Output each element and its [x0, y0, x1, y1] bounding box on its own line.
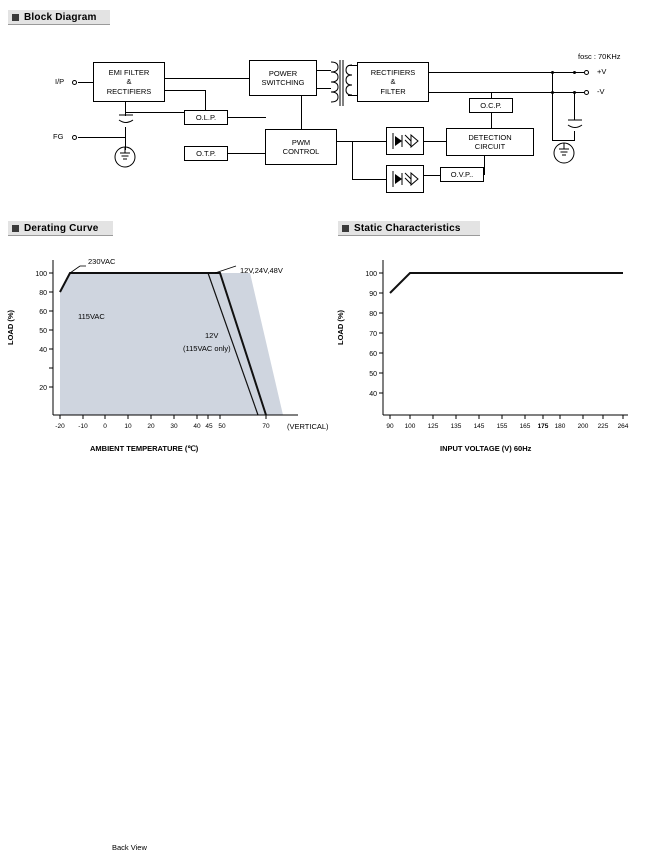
wire [352, 179, 386, 180]
detection-line-2: CIRCUIT [474, 142, 506, 151]
wire [352, 141, 353, 179]
transformer-icon [320, 58, 354, 113]
annotation-12v24v48v: 12V,24V,48V [240, 266, 283, 275]
junction-dot [573, 71, 576, 74]
svg-text:20: 20 [147, 423, 155, 430]
vertical-note: (VERTICAL) [287, 422, 329, 431]
svg-text:50: 50 [39, 328, 47, 335]
svg-text:40: 40 [369, 391, 377, 398]
svg-text:70: 70 [262, 423, 270, 430]
wire [429, 92, 584, 93]
detection-line-1: DETECTION [468, 132, 512, 142]
svg-text:60: 60 [369, 351, 377, 358]
output-positive-label: +V [597, 67, 607, 76]
input-terminal [72, 80, 77, 85]
static-y-axis-label: LOAD (%) [336, 310, 345, 345]
output-negative-label: -V [597, 87, 605, 96]
output-negative-terminal [584, 90, 589, 95]
wire [574, 92, 575, 120]
svg-text:200: 200 [577, 423, 589, 430]
wire [491, 92, 492, 98]
svg-text:100: 100 [365, 271, 377, 278]
wire [228, 153, 266, 154]
wire [574, 131, 575, 140]
wire [429, 72, 584, 73]
svg-text:100: 100 [404, 423, 416, 430]
svg-text:180: 180 [554, 423, 566, 430]
wire [205, 90, 206, 112]
emi-filter-rectifiers-box [93, 62, 165, 102]
svg-text:90: 90 [386, 423, 394, 430]
svg-text:80: 80 [39, 290, 47, 297]
detection-circuit-box [446, 128, 534, 156]
rectifiers-filter-box [357, 62, 429, 102]
ovp-box [440, 167, 484, 182]
annotation-230vac: 230VAC [88, 257, 116, 266]
section-header-derating-curve [8, 221, 113, 236]
power-switching-line-2: SWITCHING [261, 78, 305, 87]
static-characteristics-chart [338, 250, 658, 465]
ocp-box [469, 98, 513, 113]
emi-line-1: EMI FILTER [108, 67, 150, 77]
svg-text:-10: -10 [78, 423, 88, 430]
svg-text:100: 100 [35, 271, 47, 278]
static-x-axis-label: INPUT VOLTAGE (V) 60Hz [440, 444, 532, 453]
svg-text:125: 125 [427, 423, 439, 430]
earth-ground-icon [550, 140, 578, 166]
bullet-square-icon [342, 225, 349, 232]
bullet-square-icon [12, 225, 19, 232]
svg-text:70: 70 [369, 331, 377, 338]
svg-text:175: 175 [537, 423, 549, 430]
capacitor-icon [566, 118, 584, 132]
section-header-static-characteristics [338, 221, 480, 236]
back-view-caption: Back View [112, 843, 147, 852]
rect-line-1: RECTIFIERS [370, 67, 416, 77]
svg-text:50: 50 [369, 371, 377, 378]
pwm-line-2: CONTROL [282, 147, 320, 156]
derating-x-axis-label: AMBIENT TEMPERATURE (℃) [90, 444, 199, 453]
emi-line-3: RECTIFIERS [106, 86, 152, 96]
wire [552, 72, 553, 140]
rect-line-3: FILTER [380, 86, 406, 96]
svg-text:45: 45 [205, 423, 213, 430]
pwm-line-1: PWM [291, 137, 311, 147]
svg-text:40: 40 [193, 423, 201, 430]
wire [337, 141, 386, 142]
wire [78, 137, 125, 138]
section-title: Block Diagram [24, 11, 97, 23]
static-characteristics-svg [338, 250, 658, 465]
annotation-12v-115vac-only: (115VAC only) [183, 344, 231, 353]
svg-text:-20: -20 [55, 423, 65, 430]
pwm-control-box [265, 129, 337, 165]
wire [424, 175, 440, 176]
ip-label: I/P [55, 77, 65, 86]
optocoupler-icon [389, 130, 421, 152]
ocp-label: O.C.P. [480, 100, 502, 110]
annotation-115vac: 115VAC [78, 312, 105, 321]
optocoupler-icon [389, 168, 421, 190]
svg-text:10: 10 [124, 423, 132, 430]
otp-box [184, 146, 228, 161]
section-title: Derating Curve [24, 222, 99, 234]
svg-text:50: 50 [218, 423, 226, 430]
derating-curve-svg [8, 250, 328, 465]
earth-ground-icon [111, 144, 139, 170]
svg-text:60: 60 [39, 309, 47, 316]
fg-terminal [72, 135, 77, 140]
block-diagram-canvas [0, 0, 667, 200]
emi-line-2: & [126, 77, 132, 87]
svg-text:20: 20 [39, 385, 47, 392]
olp-box [184, 110, 228, 125]
olp-label: O.L.P. [195, 112, 217, 122]
power-switching-box [249, 60, 317, 96]
wire [491, 113, 492, 128]
power-switching-line-1: POWER [268, 68, 298, 78]
wire [484, 156, 485, 175]
svg-text:0: 0 [103, 423, 107, 430]
wire [78, 82, 93, 83]
svg-text:40: 40 [39, 347, 47, 354]
wire [228, 117, 266, 118]
derating-curve-chart [8, 250, 328, 465]
wire [165, 90, 205, 91]
svg-text:30: 30 [170, 423, 178, 430]
wire [424, 141, 446, 142]
svg-text:145: 145 [473, 423, 485, 430]
svg-text:90: 90 [369, 291, 377, 298]
svg-text:165: 165 [519, 423, 531, 430]
derating-y-axis-label: LOAD (%) [6, 310, 15, 345]
svg-text:135: 135 [450, 423, 462, 430]
output-positive-terminal [584, 70, 589, 75]
fosc-label: fosc : 70KHz [578, 52, 621, 61]
annotation-12v: 12V [205, 331, 219, 340]
svg-text:80: 80 [369, 311, 377, 318]
wire [301, 96, 302, 129]
wire [165, 78, 250, 79]
section-title: Static Characteristics [354, 222, 461, 234]
fg-label: FG [53, 132, 64, 141]
capacitor-icon [117, 113, 135, 127]
ovp-label: O.V.P.. [450, 169, 474, 179]
rect-line-2: & [390, 77, 396, 87]
svg-text:155: 155 [496, 423, 508, 430]
svg-text:264: 264 [617, 423, 629, 430]
otp-label: O.T.P. [196, 148, 216, 158]
svg-text:225: 225 [597, 423, 609, 430]
